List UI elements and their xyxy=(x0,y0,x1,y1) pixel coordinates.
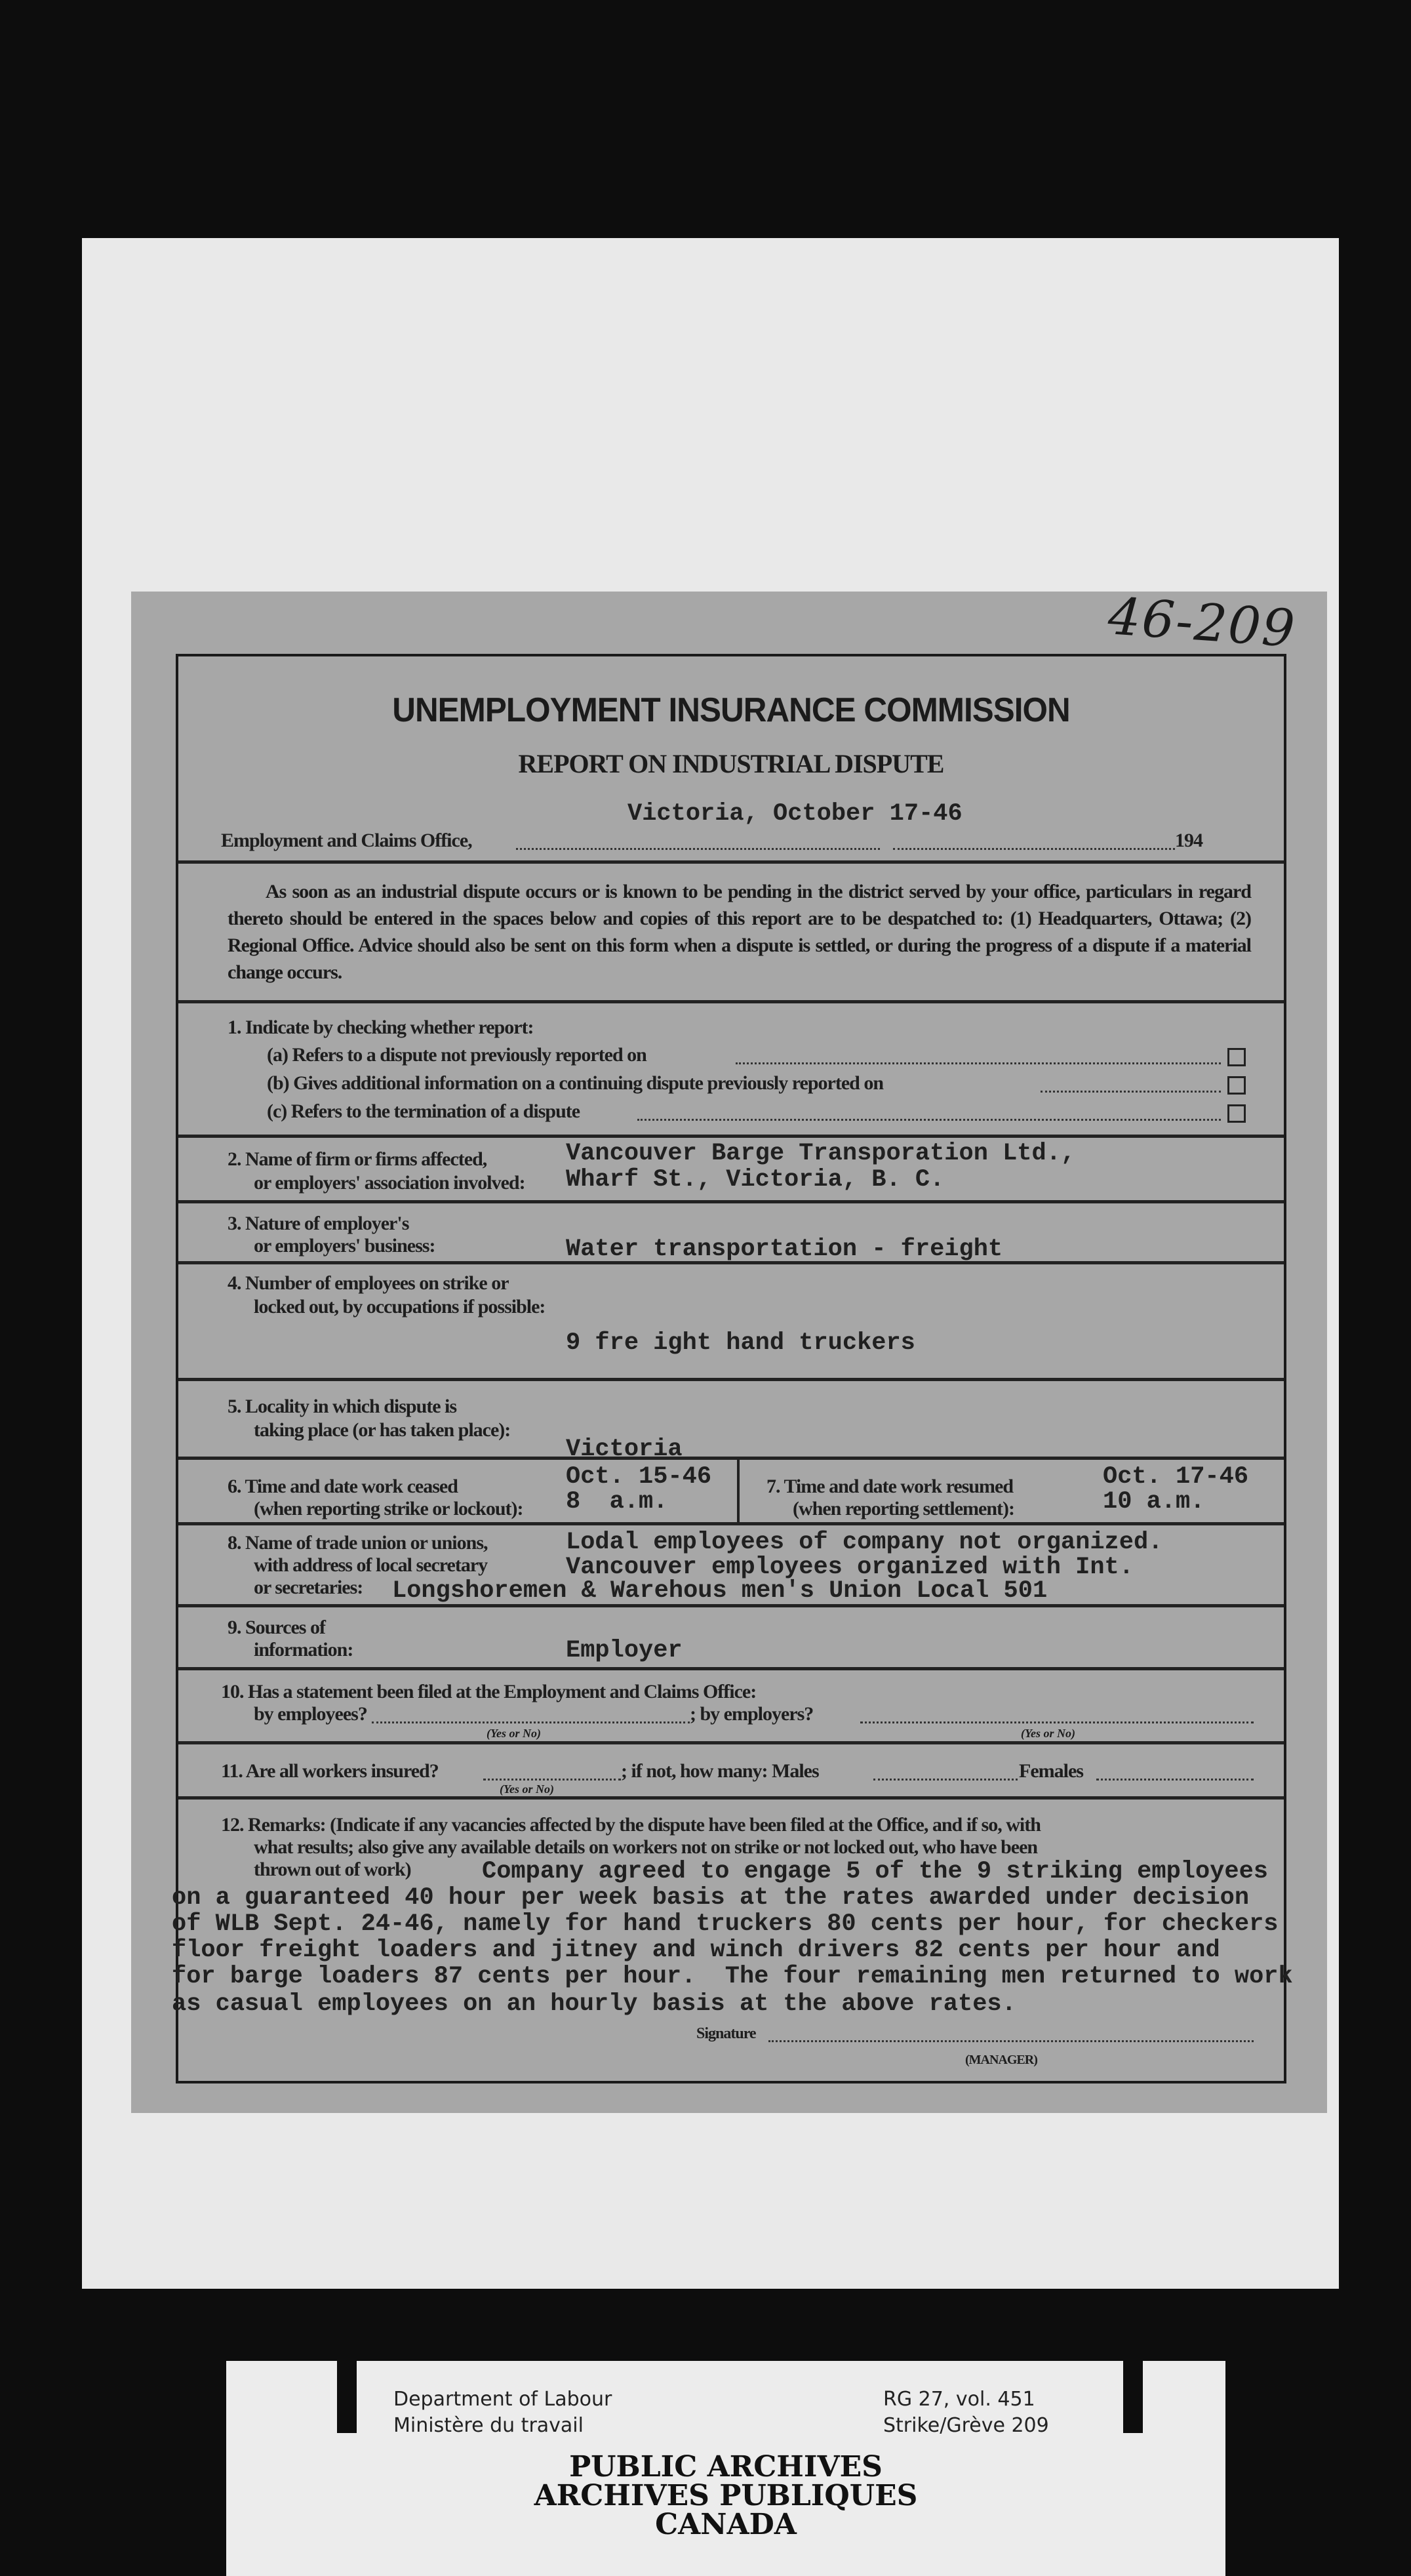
section-5-label: 5. Locality in which dispute is xyxy=(228,1396,457,1417)
union-value-line-2[interactable]: Vancouver employees organized with Int. xyxy=(566,1554,1134,1581)
archive-label xyxy=(226,2361,1225,2576)
section-5 xyxy=(178,1378,1284,1463)
dotted-line xyxy=(736,1062,1221,1064)
remarks-line[interactable]: Company agreed to engage 5 of the 9 striking employees xyxy=(482,1858,1268,1885)
section-8 xyxy=(178,1522,1284,1604)
section-2-label: 2. Name of firm or firms affected, xyxy=(228,1148,487,1170)
department-en: Department of Labour xyxy=(393,2388,612,2411)
section-10-label: 10. Has a statement been filed at the Employment and Claims Office: xyxy=(221,1681,757,1702)
section-1 xyxy=(178,1000,1284,1135)
union-value-line-3[interactable]: Longshoremen & Warehous men's Union Local 501 xyxy=(392,1577,1048,1605)
remarks-line[interactable]: for barge loaders 87 cents per hour. The four remaining men returned to work xyxy=(172,1963,1293,1990)
section-1-label: 1. Indicate by checking whether report: xyxy=(228,1016,534,1038)
section-4-label: 4. Number of employees on strike or xyxy=(228,1272,509,1294)
section-2-label-2: or employers' association involved: xyxy=(254,1172,525,1194)
option-c-label: (c) Refers to the termination of a dispute xyxy=(267,1100,580,1122)
section-10 xyxy=(178,1667,1284,1741)
remarks-line[interactable]: floor freight loaders and jitney and winch drivers 82 cents per hour and xyxy=(172,1937,1220,1964)
form-title: UNEMPLOYMENT INSURANCE COMMISSION xyxy=(392,691,1070,729)
label-tab-left xyxy=(337,2361,357,2433)
by-employees-label: by employees? xyxy=(254,1703,367,1725)
section-5-label-2: taking place (or has taken place): xyxy=(254,1419,511,1441)
checkbox-option-c[interactable] xyxy=(1227,1104,1246,1123)
section-8-label: 8. Name of trade union or unions, xyxy=(228,1532,488,1554)
option-b-label: (b) Gives additional information on a continuing dispute previously reported on xyxy=(267,1072,884,1094)
section-12-label-2: what results; also give any available details on workers not on strike or not locked out, who have been xyxy=(254,1836,1038,1858)
section-3 xyxy=(178,1200,1284,1261)
section-6-label-2: (when reporting strike or lockout): xyxy=(254,1498,523,1519)
archives-line-1: PUBLIC ARCHIVES xyxy=(569,2450,883,2484)
section-12-label-3: thrown out of work) xyxy=(254,1859,411,1880)
section-9 xyxy=(178,1604,1284,1667)
manager-label: (MANAGER) xyxy=(965,2053,1037,2067)
office-dotted-line xyxy=(516,848,880,850)
males-field[interactable] xyxy=(873,1779,1018,1781)
females-label: Females xyxy=(1019,1760,1083,1782)
all-insured-field[interactable] xyxy=(483,1779,621,1781)
females-field[interactable] xyxy=(1096,1779,1254,1781)
section-4 xyxy=(178,1261,1284,1378)
instructions-text: As soon as an industrial dispute occurs or is known to be pending in the district served by your office, particulars in regard thereto should be entered in the spaces below and copies of this report are to be despatched to: (1) Headquarters, Ottawa; (2) Regional Office. Advice should also be sent on this form when a dispute is settled, or during the progress of a dispute if a material change occurs. xyxy=(228,881,1251,983)
label-tab-right xyxy=(1123,2361,1143,2433)
section-12 xyxy=(172,1796,1293,2081)
archive-volume-ref: RG 27, vol. 451 xyxy=(883,2388,1035,2411)
form-subtitle: REPORT ON INDUSTRIAL DISPUTE xyxy=(518,749,944,778)
report-form xyxy=(172,654,1293,2083)
option-a-label: (a) Refers to a dispute not previously reported on xyxy=(267,1044,646,1066)
department-fr: Ministère du travail xyxy=(393,2414,584,2437)
dotted-line xyxy=(637,1119,1221,1121)
strike-number-ref: Strike/Grève 209 xyxy=(883,2414,1049,2437)
dotted-line xyxy=(1041,1091,1221,1093)
by-employers-label: ; by employers? xyxy=(690,1703,814,1725)
males-label: ; if not, how many: Males xyxy=(621,1760,819,1782)
by-employees-field[interactable] xyxy=(372,1721,690,1723)
yes-no-hint: (Yes or No) xyxy=(487,1727,541,1740)
section-11 xyxy=(178,1741,1284,1796)
section-12-label: 12. Remarks: (Indicate if any vacancies affected by the dispute have been filed at the Office, and if so, with xyxy=(221,1814,1041,1836)
remarks-line[interactable]: of WLB Sept. 24-46, namely for hand truckers 80 cents per hour, for checkers xyxy=(172,1910,1279,1938)
remarks-line[interactable]: as casual employees on an hourly basis at the above rates. xyxy=(172,1990,1016,2018)
archives-line-2: ARCHIVES PUBLIQUES xyxy=(534,2479,918,2512)
section-7-label: 7. Time and date work resumed xyxy=(766,1476,1014,1497)
signature-label: Signature xyxy=(696,2025,756,2042)
union-value-line-1[interactable]: Lodal employees of company not organized. xyxy=(566,1529,1163,1556)
section-8-label-2: with address of local secretary xyxy=(254,1554,488,1576)
checkbox-option-a[interactable] xyxy=(1227,1048,1246,1066)
employees-on-strike-value[interactable]: 9 fre ight hand truckers xyxy=(566,1329,915,1357)
column-divider xyxy=(737,1460,740,1522)
instructions-row xyxy=(178,860,1284,1000)
office-label: Employment and Claims Office, xyxy=(221,830,472,851)
work-resumed-time[interactable]: 10 a.m. xyxy=(1103,1488,1205,1516)
year-suffix: 194 xyxy=(1175,830,1202,851)
office-date-value[interactable]: Victoria, October 17-46 xyxy=(627,800,963,828)
section-8-label-3: or secretaries: xyxy=(254,1577,363,1598)
work-ceased-time[interactable]: 8 a.m. xyxy=(566,1488,668,1516)
firm-address-value[interactable]: Wharf St., Victoria, B. C. xyxy=(566,1166,945,1194)
firm-name-value[interactable]: Vancouver Barge Transporation Ltd., xyxy=(566,1140,1076,1167)
section-3-label: 3. Nature of employer's xyxy=(228,1213,409,1234)
business-nature-value[interactable]: Water transportation - freight xyxy=(566,1236,1003,1263)
checkbox-option-b[interactable] xyxy=(1227,1076,1246,1095)
section-9-label: 9. Sources of xyxy=(228,1617,325,1638)
date-dotted-line xyxy=(893,848,1175,850)
remarks-line[interactable]: on a guaranteed 40 hour per week basis at the rates awarded under decision xyxy=(172,1884,1250,1912)
locality-value[interactable]: Victoria xyxy=(566,1436,683,1463)
section-9-label-2: information: xyxy=(254,1639,353,1660)
section-7-label-2: (when reporting settlement): xyxy=(793,1498,1015,1519)
section-11-label: 11. Are all workers insured? xyxy=(221,1760,439,1782)
by-employers-field[interactable] xyxy=(860,1721,1254,1723)
work-resumed-date[interactable]: Oct. 17-46 xyxy=(1103,1463,1249,1491)
section-6-7 xyxy=(178,1457,1284,1522)
archives-line-3: CANADA xyxy=(655,2508,797,2541)
section-3-label-2: or employers' business: xyxy=(254,1235,435,1257)
handwritten-reference: 46-209 xyxy=(1106,587,1298,659)
section-6-label: 6. Time and date work ceased xyxy=(228,1476,458,1497)
signature-field[interactable] xyxy=(768,2040,1254,2042)
yes-no-hint: (Yes or No) xyxy=(500,1782,554,1796)
form-header xyxy=(178,656,1284,860)
work-ceased-date[interactable]: Oct. 15-46 xyxy=(566,1463,712,1491)
section-4-label-2: locked out, by occupations if possible: xyxy=(254,1296,546,1318)
information-source-value[interactable]: Employer xyxy=(566,1637,683,1664)
archives-stamp xyxy=(226,2450,1225,2541)
section-2 xyxy=(178,1135,1284,1200)
yes-no-hint: (Yes or No) xyxy=(1021,1727,1075,1740)
